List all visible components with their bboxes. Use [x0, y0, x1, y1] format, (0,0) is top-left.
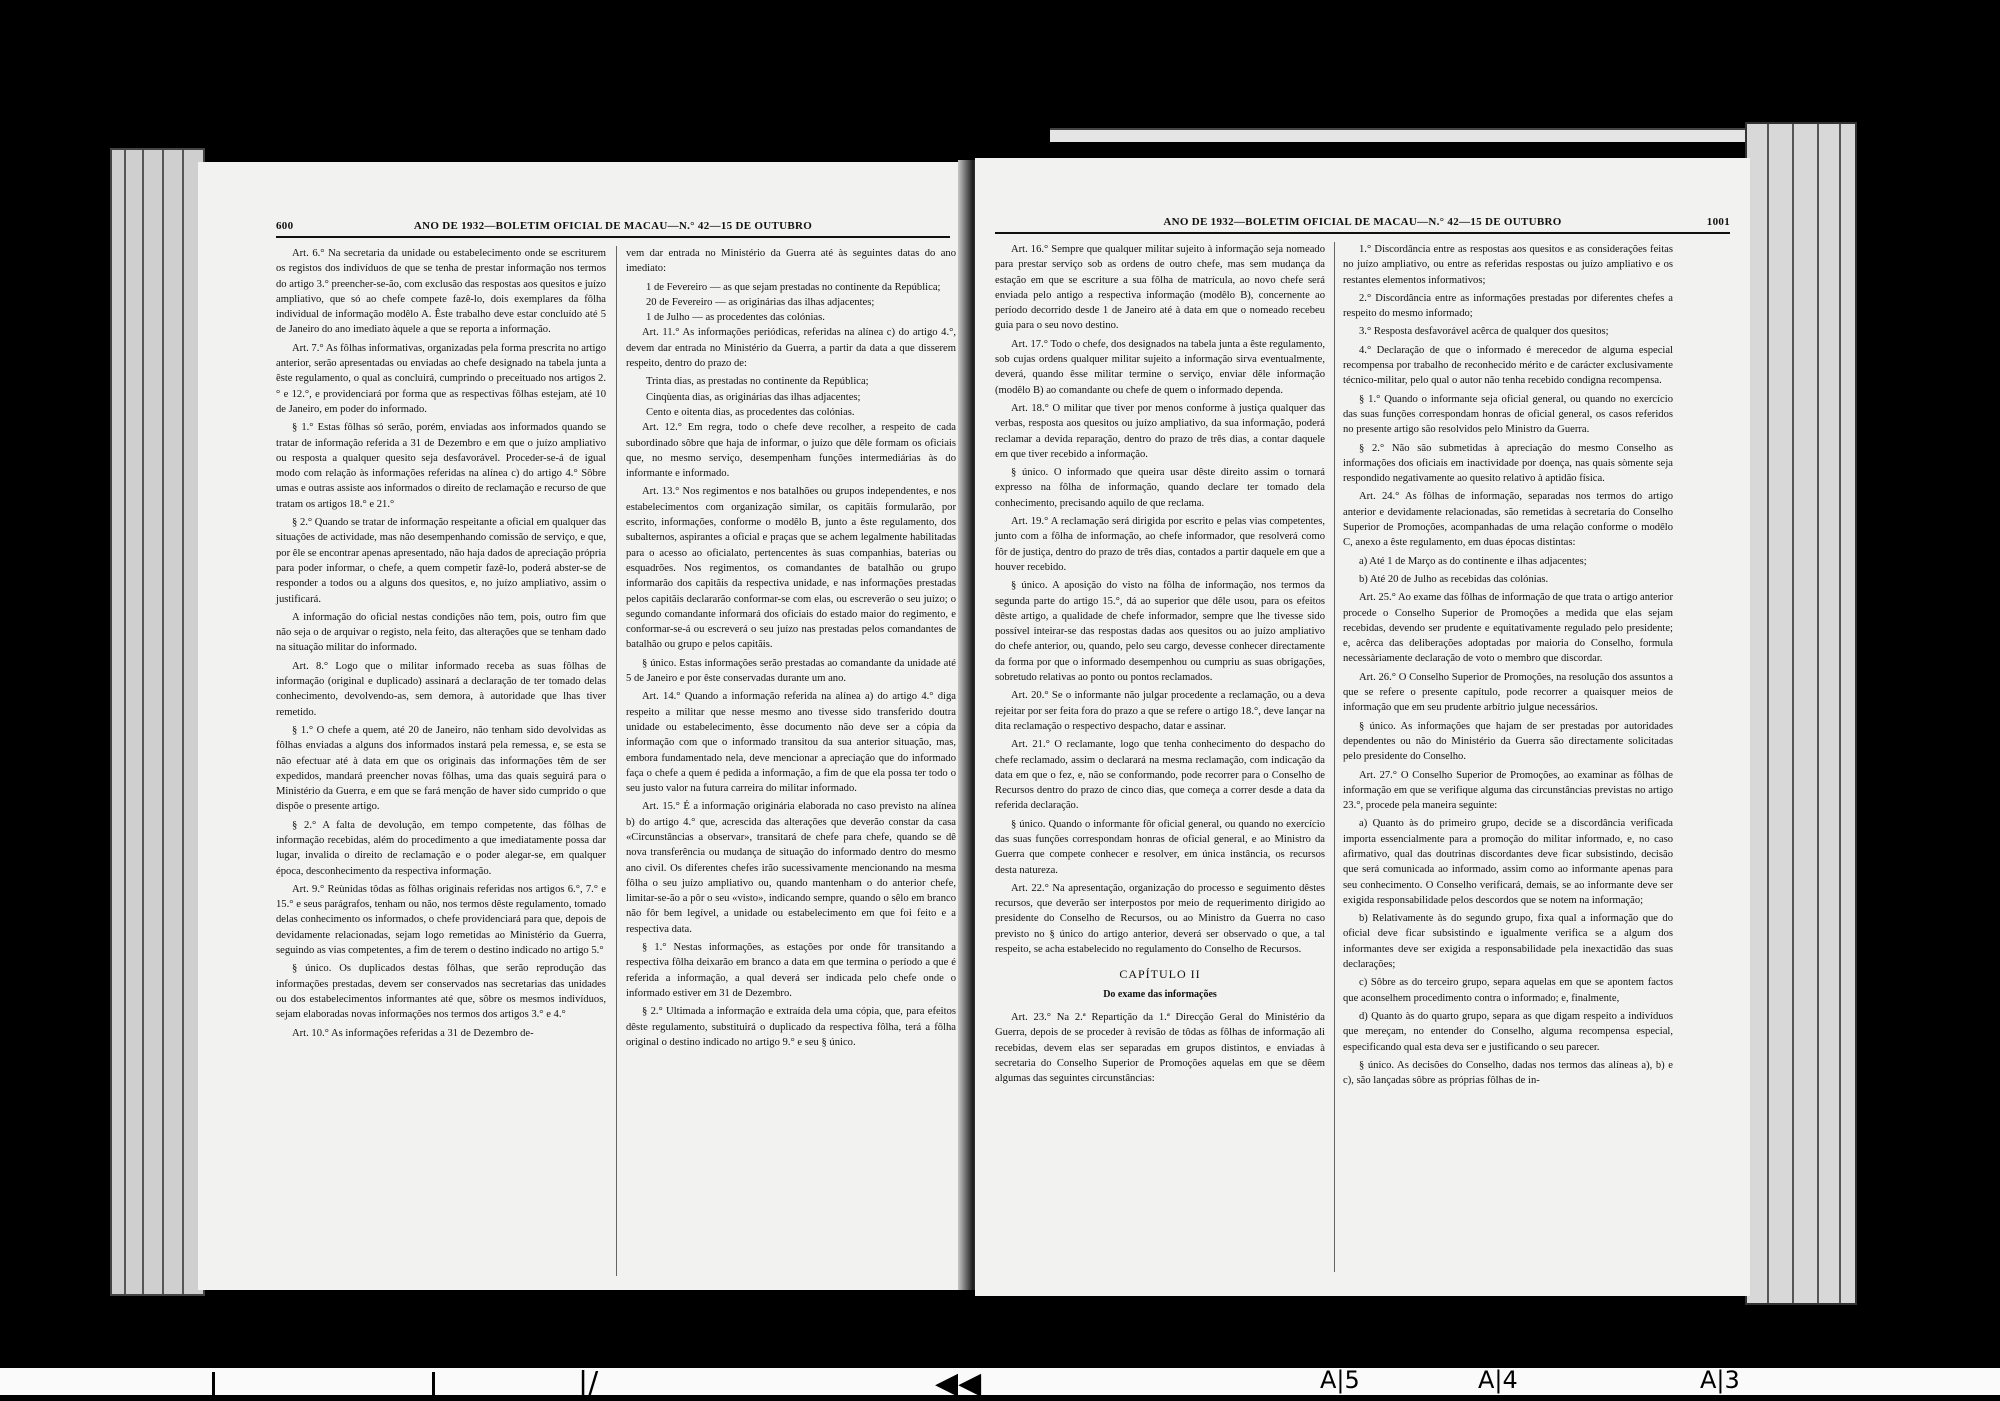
paragraph: § 2.° Quando se tratar de informação respeitante a oficial em qualquer das situações de actividade, mas não desempenhando comissão de serviço, e que, por êle se encontrar apenas apresentado, não haja dados de apreciação própria para poder informar, o chefe, a quem competir fazê-lo, poderá abster-se de responder a todos ou a alguns dos quesitos, e, no juízo ampliativo, assim o justificará. — [276, 517, 607, 605]
chapter-heading: CAPÍTULO II — [1119, 967, 1201, 982]
paragraph: Art. 27.° O Conselho Superior de Promoções, ao examinar as fôlhas de informação em que se verifique alguma das circunstâncias previstas no artigo 23.°, procede pela maneira seguinte: — [1343, 769, 1673, 812]
paragraph: Art. 11.° As informações periódicas, referidas na alínea c) do artigo 4.°, devem dar entrada no Ministério da Guerra, a partir da data a que disserem respeito, dentro do prazo de: — [626, 327, 956, 370]
paragraph: Art. 13.° Nos regimentos e nos batalhões ou grupos independentes, e nos estabelecimentos com organização similar, os capitãis formularão, por escrito, informações, conforme o modêlo B, junto a êste regulamento, dos subalternos, aspirantes a oficial e praças que se achem legalmente habilitadas para o acesso ao oficialato, pertencentes às suas companhias, baterias ou esquadrões. Nos regimentos, os comandantes de batalhão ou grupo informarão dos capitãis da respectiva unidade, e nas informações prestadas pelos capitãis declararão conformar-se com elas, ou escreverão o seu juízo; o segundo comandante informará dos oficiais do estado maior do regimento, e conformar-se-á ou escreverá o seu juízo nas prestadas pelos comandantes de batalhão ou grupo e pelos capitãis. — [626, 486, 956, 651]
list-item: Cinqùenta dias, as originárias das ilhas adjacentes; — [646, 391, 861, 403]
paragraph: § 2.° Ultimada a informação e extraída dela uma cópia, que, para efeitos dêste regulamento, substituirá o duplicado da respectiva fôlha, terá a fôlha original o destino indicado no artigo 9.° e seu § único. — [626, 1006, 956, 1048]
paragraph: Art. 12.° Em regra, todo o chefe deve recolher, a respeito de cada subordinado sôbre que haja de informar, o juízo que dêle formam os oficiais que, no mesmo serviço, desempenham funções intermediárias às do informante e informado. — [626, 422, 956, 480]
paragraph: Art. 24.° As fôlhas de informação, separadas nos termos do artigo anterior e devidamente relacionadas, são remetidas à secretaria do Conselho Superior de Promoções, acompanhadas de uma relação conforme o modêlo C, anexo a êste regulamento, em duas épocas distintas: — [1343, 491, 1673, 549]
paragraph: Art. 19.° A reclamação será dirigida por escrito e pelas vias competentes, junto com a fôlha de informação, ao chefe informador, que resolverá como fôr de justiça, dentro do prazo de três dias, contados a partir daquele em que a houver recebido. — [995, 516, 1325, 573]
paragraph: § 1.° Estas fôlhas só serão, porém, enviadas aos informados quando se tratar de informação referida a 31 de Dezembro e em que o juízo ampliativo ou resposta a qualquer quesito seja desfavorável. Proceder-se-á de igual modo com relação às informações referidas na alínea c) do artigo 4.° Sôbre umas e outras assiste aos informados o direito de reclamação e recurso de que tratam os artigos 18.° e 21.° — [276, 422, 606, 510]
paragraph: a) Quanto às do primeiro grupo, decide se a discordância verificada importa essencialmente para a promoção do militar informado, e, no caso afirmativo, qual das doutrinas discordantes deve ficar subsistindo, decisão que será comunicada ao informado, assim como ao informante apenas para seu conhecimento. O Conselho verificará, demais, se ao informante deve ser exigida responsabilidade pelos descordos que se notem na informação; — [1343, 818, 1673, 906]
paragraph: Art. 8.° Logo que o militar informado receba as suas fôlhas de informação (original e duplicado) assinará a declaração de ter tomado delas conhecimento, devolvendo-as, sem demora, à autoridade que lhas tiver remetido. — [276, 660, 606, 718]
paragraph: § único. Estas informações serão prestadas ao comandante da unidade até 5 de Janeiro e por êste conservadas durante um ano. — [626, 657, 956, 685]
paragraph: d) Quanto às do quarto grupo, separa as que digam respeito a indivíduos que mereçam, no entender do Conselho, alguma recompensa especial, especificando qual esta deva ser e justificando o seu parecer. — [1343, 1010, 1673, 1053]
paragraph: § 2.° A falta de devolução, em tempo competente, das fôlhas de informação recebidas, além do procedimento a que imediatamente possa dar lugar, invalida o direito de reclamação e o poder alegar-se, em qualquer época, desconhecimento da respectiva informação. — [276, 819, 606, 877]
right-page — [975, 158, 1750, 1296]
tick-mark — [432, 1372, 435, 1395]
right-page-number: 1001 — [1706, 216, 1730, 228]
chapter-subtitle: Do exame das informações — [1103, 988, 1217, 1000]
paragraph: 2.° Discordância entre as informações prestadas por diferentes chefes a respeito do mesmo informado; — [1343, 292, 1673, 320]
paragraph: Art. 10.° As informações referidas a 31 de Dezembro de- — [292, 1027, 534, 1039]
strip-mark: A|4 — [1478, 1366, 1518, 1394]
tick-mark — [212, 1372, 215, 1395]
paragraph: § único. As decisões do Conselho, dadas nos termos das alíneas a), b) e c), são lançadas sôbre as próprias fôlhas de in- — [1343, 1059, 1673, 1087]
paragraph: Art. 23.° Na 2.ª Repartição da 1.ª Direcção Geral do Ministério da Guerra, depois de se proceder à revisão de tôdas as fôlhas de informação ali recebidas, devem elas ser separadas em grupos distintos, e enviadas à secretaria do Conselho Superior de Promoções aquelas em que se dêem algumas das seguintes circunstâncias: — [995, 1011, 1325, 1085]
paragraph: Art. 26.° O Conselho Superior de Promoções, na resolução dos assuntos a que se refere o presente capítulo, pode recorrer a quaisquer meios de informação que em seu prudente arbítrio julgue necessários. — [1343, 671, 1673, 714]
paragraph: Art. 9.° Reùnidas tôdas as fôlhas originais referidas nos artigos 6.°, 7.° e 15.° e seus parágrafos, tenham ou não, nos termos dêste regulamento, tomado delas conhecimento os informados, o chefe providenciará para que, depois de devidamente relacionadas, sejam logo remetidas ao Ministério da Guerra, seguindo as vias competentes, a fim de terem o destino indicado no artigo 5.° — [276, 883, 606, 957]
strip-mark: A|5 — [1320, 1366, 1360, 1394]
header-rule — [276, 236, 950, 238]
column-divider — [1334, 242, 1335, 1272]
paragraph: § único. Quando o informante fôr oficial general, ou quando no exercício das suas funções correspondam honras de oficial general, e ao Ministro da Guerra que compete conhecer e resolver, em única instância, os recursos desta natureza. — [995, 818, 1325, 876]
strip-mark: A|3 — [1700, 1366, 1740, 1394]
header-rule — [995, 232, 1730, 234]
paragraph: Art. 22.° Na apresentação, organização do processo e seguimento dêstes recursos, que deverão ser interpostos por meio de requerimento dirigido ao presidente do Conselho de Recursos, ou ao Ministro da Guerra no caso previsto no § único do artigo anterior, deverá ser observado o que, a tal respeito, se acha estabelecido no regulamento do Conselho de Recursos. — [995, 882, 1325, 956]
paragraph: § 1.° O chefe a quem, até 20 de Janeiro, não tenham sido devolvidas as fôlhas enviadas a alguns dos informados instará pela remessa, e, se esta se não efectuar até à data em que os originais das informações têm de ser expedidos, mandará preencher novas fôlhas, uma das quais seguirá para o Ministério da Guerra, e em que se fará menção de haver sido cumprido o que dispõe o presente artigo. — [276, 724, 606, 813]
list-item: 1 de Fevereiro — as que sejam prestadas no continente da República; — [646, 281, 941, 293]
top-page-edges — [1050, 128, 1850, 142]
paragraph: Art. 7.° As fôlhas informativas, organizadas pela forma prescrita no artigo anterior, serão apresentadas ou enviadas ao chefe designado na tabela junta a êste regulamento, o qual as concluirá, cumprindo o preceituado nos artigos 2.° e 12.°, e providenciará por forma que as respectivas fôlhas estejam, até 10 de Janeiro, em poder do informado. — [276, 342, 606, 415]
strip-mark-glyph: |/ — [578, 1366, 599, 1401]
paragraph: vem dar entrada no Ministério da Guerra até às seguintes datas do ano imediato: — [626, 248, 956, 275]
right-page-edges — [1745, 122, 1857, 1305]
list-item: Cento e oitenta dias, as procedentes das colónias. — [646, 406, 855, 418]
paragraph: § único. A aposição do visto na fôlha de informação, nos termos da segunda parte do artigo 15.°, dá ao superior que dêle usou, para os efeitos dêste artigo, a qualidade de chefe informador, sempre que lhe tivesse sido possível inteirar-se das respostas dadas aos quesitos ou ao juízo ampliativo do chefe anterior, ou, quando, pelo seu cargo, devesse conhecer directamente da forma por que o informado desempenhou ou cumpriu as suas obrigações, sobretudo relativas ao ponto ou pontos reclamados. — [995, 580, 1325, 684]
paragraph: Art. 25.° Ao exame das fôlhas de informação de que trata o artigo anterior procede o Conselho Superior de Promoções a medida que elas sejam recebidas, devendo ser prudente e equitativamente regulado pelo presidente; e, acêrca das deliberações adoptadas por maioria do Conselho, formula necessàriamente declaração de voto o membro que discordar. — [1343, 592, 1673, 665]
paragraph: § único. O informado que queira usar dêste direito assim o tornará expresso na fôlha de informação, quando declare ter tomado dela conhecimento, precisando aquilo de que reclama. — [995, 467, 1325, 509]
paragraph: 1.° Discordância entre as respostas aos quesitos e as considerações feitas no juízo ampliativo, ou entre as referidas respostas ou juízo ampliativo e os restantes elementos informativos; — [1343, 244, 1673, 286]
paragraph: § 1.° Quando o informante seja oficial general, ou quando no exercício das suas funções correspondam honras de oficial general, os casos referidos no presente artigo são resolvidos pelo Ministro da Guerra. — [1343, 393, 1673, 436]
paragraph: c) Sôbre as do terceiro grupo, separa aquelas em que se apontem factos que aconselhem procedimento contra o informado; e, finalmente, — [1343, 977, 1673, 1004]
column-divider — [616, 246, 617, 1276]
paragraph: Art. 15.° É a informação originária elaborada no caso previsto na alínea b) do artigo 4.° que, acrescida das alterações que deverão constar da casa «Circunstâncias a observar», transitará de chefe para chefe, quando se dê nova transferência ou mudança de situação do informado dentro do mesmo ano civil. Os diferentes chefes irão sucessivamente mencionando na mesma fôlha o seu juízo ampliativo ou, quando mantenham o do anterior chefe, limitar-se-ão a pôr o seu «visto», indicando sempre, quando o sêlo em branco não fôr bem legível, a unidade ou estabelecimento em que foi feito e a respectiva data. — [626, 801, 956, 935]
right-page-column-2 — [1343, 242, 1673, 1091]
paragraph: § 1.° Nestas informações, as estações por onde fôr transitando a respectiva fôlha deixarão em branco a data em que termina o período a que é referida a informação, a qual deverá ser indicada pelo chefe onde o informado estiver em 31 de Dezembro. — [626, 942, 956, 999]
left-page-column-2 — [626, 246, 956, 1053]
left-page — [198, 162, 970, 1290]
list-item: 20 de Fevereiro — as originárias das ilhas adjacentes; — [646, 296, 875, 308]
paragraph: Art. 17.° Todo o chefe, dos designados na tabela junta a êste regulamento, sob cujas ordens qualquer militar sujeito a informação sirva eventualmente, deverá, quando êsse militar termine o serviço, enviar dêle informação (modêlo B) ao comandante ou chefe de quem o informado dependa. — [995, 338, 1325, 396]
left-page-running-title: ANO DE 1932—BOLETIM OFICIAL DE MACAU—N.° 42—15 DE OUTUBRO — [413, 220, 813, 232]
list-item: 1 de Julho — as procedentes das colónias. — [646, 312, 825, 324]
paragraph: Art. 20.° Se o informante não julgar procedente a reclamação, ou a deva rejeitar por ser feita fora do prazo a que se refere o artigo 18.°, deve lançar na dita reclamação o respectivo despacho, datar e assinar. — [995, 690, 1325, 732]
right-page-running-title: ANO DE 1932—BOLETIM OFICIAL DE MACAU—N.° 42—15 DE OUTUBRO — [1163, 216, 1562, 228]
paragraph: Art. 14.° Quando a informação referida na alínea a) do artigo 4.° diga respeito a militar que nesse mesmo ano tivesse sido transferido doutra unidade ou estabelecimento, êsse documento não deve ser a cópia da informação com que o informado transitou da sua anterior situação, mas, embora fundamentado nela, deve mencionar a apreciação que do informado faça o chefe a quem é pedida a informação, a fim de que ela possa ter todo o seu justo valor na futura carreira do militar informado. — [626, 691, 956, 795]
list-item: Trinta dias, as prestadas no continente da República; — [646, 376, 869, 388]
paragraph: Art. 6.° Na secretaria da unidade ou estabelecimento onde se escriturem os registos dos indivíduos de que se tenha de prestar informação nos termos do artigo 3.° preencher-se-ão, com exclusão das respostas aos quesitos e juízo ampliativo, que só ao chefe compete fazê-lo, dois exemplares da fôlha individual de informação modêlo A. Êste trabalho deve estar concluído até 5 de Janeiro do ano imediato àquele a que se reporta a informação. — [276, 248, 606, 336]
left-arrow-icon: ◀◀ — [935, 1366, 982, 1401]
left-page-edges — [110, 148, 205, 1296]
left-page-column-1 — [276, 246, 606, 1044]
paragraph: A informação do oficial nestas condições não tem, pois, outro fim que não seja o de arquivar o registo, nela feito, das alterações que se tenham dado na situação militar do informado. — [276, 611, 606, 654]
paragraph: § único. As informações que hajam de ser prestadas por autoridades dependentes ou não do Ministério da Guerra são directamente solicitadas pelo presidente do Conselho. — [1343, 720, 1673, 763]
paragraph: Art. 16.° Sempre que qualquer militar sujeito à informação seja nomeado para prestar serviço sob as ordens de outro chefe, mas sem mudança da estação em que se escriture a sua fôlha de matrícula, ao novo chefe será enviada pelo antigo a respectiva informação (modêlo B), concernente ao período decorrido desde 1 de Janeiro até à data em que o nomeado recebeu guia para o seu novo destino. — [995, 244, 1325, 332]
paragraph: § 2.° Não são submetidas à apreciação do mesmo Conselho as informações dos oficiais em inactividade por doença, nas quais sòmente seja respondido negativamente ao quesito relativo à aptidão física. — [1343, 442, 1673, 485]
paragraph: 4.° Declaração de que o informado é merecedor de alguma especial recompensa por trabalho de reconhecido mérito e de carácter exclusivamente técnico-militar, pelo qual o autor não tenha recebido condigna recompensa. — [1343, 344, 1673, 387]
paragraph: b) Relativamente às do segundo grupo, fixa qual a informação que do oficial deve ficar subsistindo e igualmente verifica se a algum dos informantes deve ser exigida a responsabilidade pela inexactidão das suas declarações; — [1343, 913, 1673, 971]
paragraph: Art. 21.° O reclamante, logo que tenha conhecimento do despacho do chefe reclamado, assim o declarará na mesma reclamação, com indicação da data em que o fez, e, não se conformando, pode recorrer para o Conselho de Recursos dentro do prazo de cinco dias, que começa a correr desde a data da referida declaração. — [995, 739, 1325, 812]
paragraph: § único. Os duplicados destas fôlhas, que serão reprodução das informações prestadas, devem ser conservados nas secretarias das unidades ou dos estabelecimentos informantes até que, sôbre os mesmos indivíduos, sejam elaboradas novas informações nos termos dos artigos 3.° e 4.° — [276, 963, 606, 1021]
paragraph: b) Até 20 de Julho as recebidas das colónias. — [1359, 573, 1549, 585]
paragraph: 3.° Resposta desfavorável acêrca de qualquer dos quesitos; — [1359, 326, 1609, 338]
paragraph: Art. 18.° O militar que tiver por menos conforme à justiça qualquer das verbas, resposta aos quesitos ou juízo ampliativo, da sua informação, poderá reclamar a devida reparação, dentro do prazo de três dias, a contar daquele em que tiver recebido a informação. — [995, 402, 1325, 460]
left-page-number: 600 — [276, 220, 294, 232]
paragraph: a) Até 1 de Março as do continente e ilhas adjacentes; — [1359, 555, 1587, 567]
right-page-column-1 — [995, 242, 1325, 1089]
